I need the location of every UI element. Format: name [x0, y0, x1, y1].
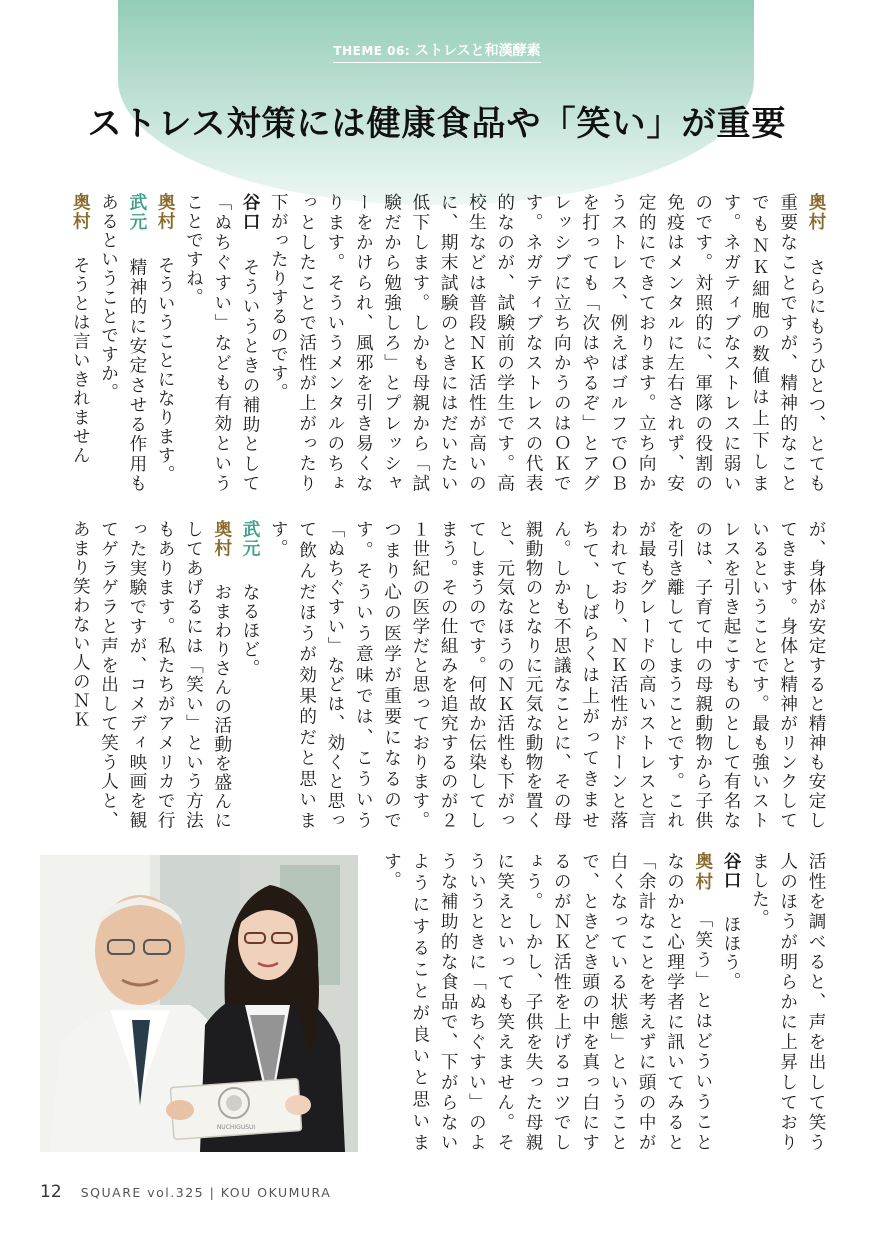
paragraph	[179, 193, 264, 493]
paragraph	[236, 520, 264, 830]
paragraph-text: そうとは言いきれません	[70, 256, 91, 465]
paragraph-text: が、身体が安定すると精神も安定してきます。身体と精神がリンクしているということです。最も強いストレスを引き起こすものとして有名なのは、子育て中の母親動物から子供を引き離してしまうことです。これが最もグレードの高いストレスと言われており、ＮＫ活性がドーンと落ちて、しばらくは上がってきません。しかも不思議なことに、その母親動物のとなりに元気な動物を置くと、元気なほうのＮＫ活性も下がってしまうのです。何故か伝染してしまう。その仕組みを追究するのが２１世紀の医学だと思っております。つまり心の医学が重要になるのです。そういう意味では、こういう「ぬちぐすい」などは、効くと思って飲んだほうが効果的だと思います。	[268, 520, 826, 830]
speaker-okumura: 奥村	[155, 193, 176, 231]
theme-title: ストレスと和漢酵素	[415, 43, 541, 59]
theme-number: THEME 06:	[333, 44, 411, 58]
paragraph-text: おまわりさんの活動を盛んにしてあげるには「笑い」という方法もあります。私たちがアメリカで行った実験ですが、コメディ映画を観てゲラゲラと声を出して笑う人と、あまり笑わない人のＮＫ	[70, 520, 232, 830]
theme-label	[0, 40, 874, 60]
photo-illustration	[40, 855, 358, 1152]
paragraph-text: 精神的に安定させる作用もあるということですか。	[98, 193, 147, 494]
speaker-okumura: 奥村	[211, 520, 232, 558]
speaker-takemoto: 武元	[126, 193, 147, 233]
speaker-takemoto: 武元	[240, 520, 261, 558]
paragraph	[264, 520, 830, 830]
paragraph	[66, 193, 94, 493]
text-block-2	[40, 520, 830, 830]
paragraph-text: そういうことになります。	[155, 256, 176, 484]
speaker-taniguchi: 谷口	[721, 852, 742, 890]
page-title: ストレス対策には健康食品や「笑い」が重要	[87, 104, 787, 144]
portrait-photo	[40, 855, 358, 1152]
paragraph	[377, 852, 717, 1152]
paragraph	[745, 852, 830, 1152]
paragraph-text: 活性を調べると、声を出して笑う人のほうが明らかに上昇しておりました。	[749, 852, 826, 1152]
text-block-3	[381, 852, 830, 1153]
speaker-okumura: 奥村	[806, 193, 826, 233]
page-footer	[40, 1182, 331, 1202]
speaker-taniguchi: 谷口	[240, 193, 261, 233]
text-block-1	[40, 193, 830, 493]
magazine-info: SQUARE vol.325 | KOU OKUMURA	[80, 1185, 332, 1200]
paragraph	[264, 193, 830, 493]
paragraph	[94, 193, 151, 493]
product-box-label: NUCHIGUSUI	[216, 1124, 256, 1131]
speaker-okumura: 奥村	[692, 852, 713, 893]
paragraph-text: なるほど。	[240, 583, 261, 678]
paragraph-text: さらにもうひとつ、とても重要なことですが、精神的なことでもＮＫ細胞の数値は上下します。ネガティブなストレスに弱いのです。対照的に、軍隊の役割の免疫はメンタルに左右されず、安定的にできております。立ち向かうストレス、例えばゴルフでＯＢを打っても「次はやるぞ」とアグレッシブに立ち向かうのはＯＫです。ネガティブなストレスの代表的なのが、試験前の学生です。高校生などは普段ＮＫ活性が高いのに、期末試験のときにはだいたい低下します。しかも母親から「試験だから勉強しろ」とプレッシャーをかけられ、風邪を引き易くなります。そういうメンタルのちょっとしたことで活性が上がったり下がったりするのです。	[268, 193, 826, 494]
page-number: 12	[40, 1182, 62, 1202]
paragraph-text: そういうときの補助として「ぬちぐすい」なども有効ということですね。	[183, 193, 261, 494]
paragraph-text: 「笑う」とはどういうことなのかと心理学者に訊いてみると「余計なことを考えずに頭の中が白くなっている状態」ということで、ときどき頭の中を真っ白にするのがＮＫ活性を上げるコツでしょう。しかし、子供を失った母親に笑えといっても笑えません。そういうときに「ぬちぐすい」のような補助的な食品で、下がらないようにすることが良いと思います。	[381, 852, 713, 1153]
paragraph	[66, 520, 236, 830]
paragraph	[151, 193, 179, 493]
paragraph	[717, 852, 745, 1152]
paragraph-text: ほほう。	[721, 915, 742, 991]
speaker-okumura: 奥村	[70, 193, 91, 231]
